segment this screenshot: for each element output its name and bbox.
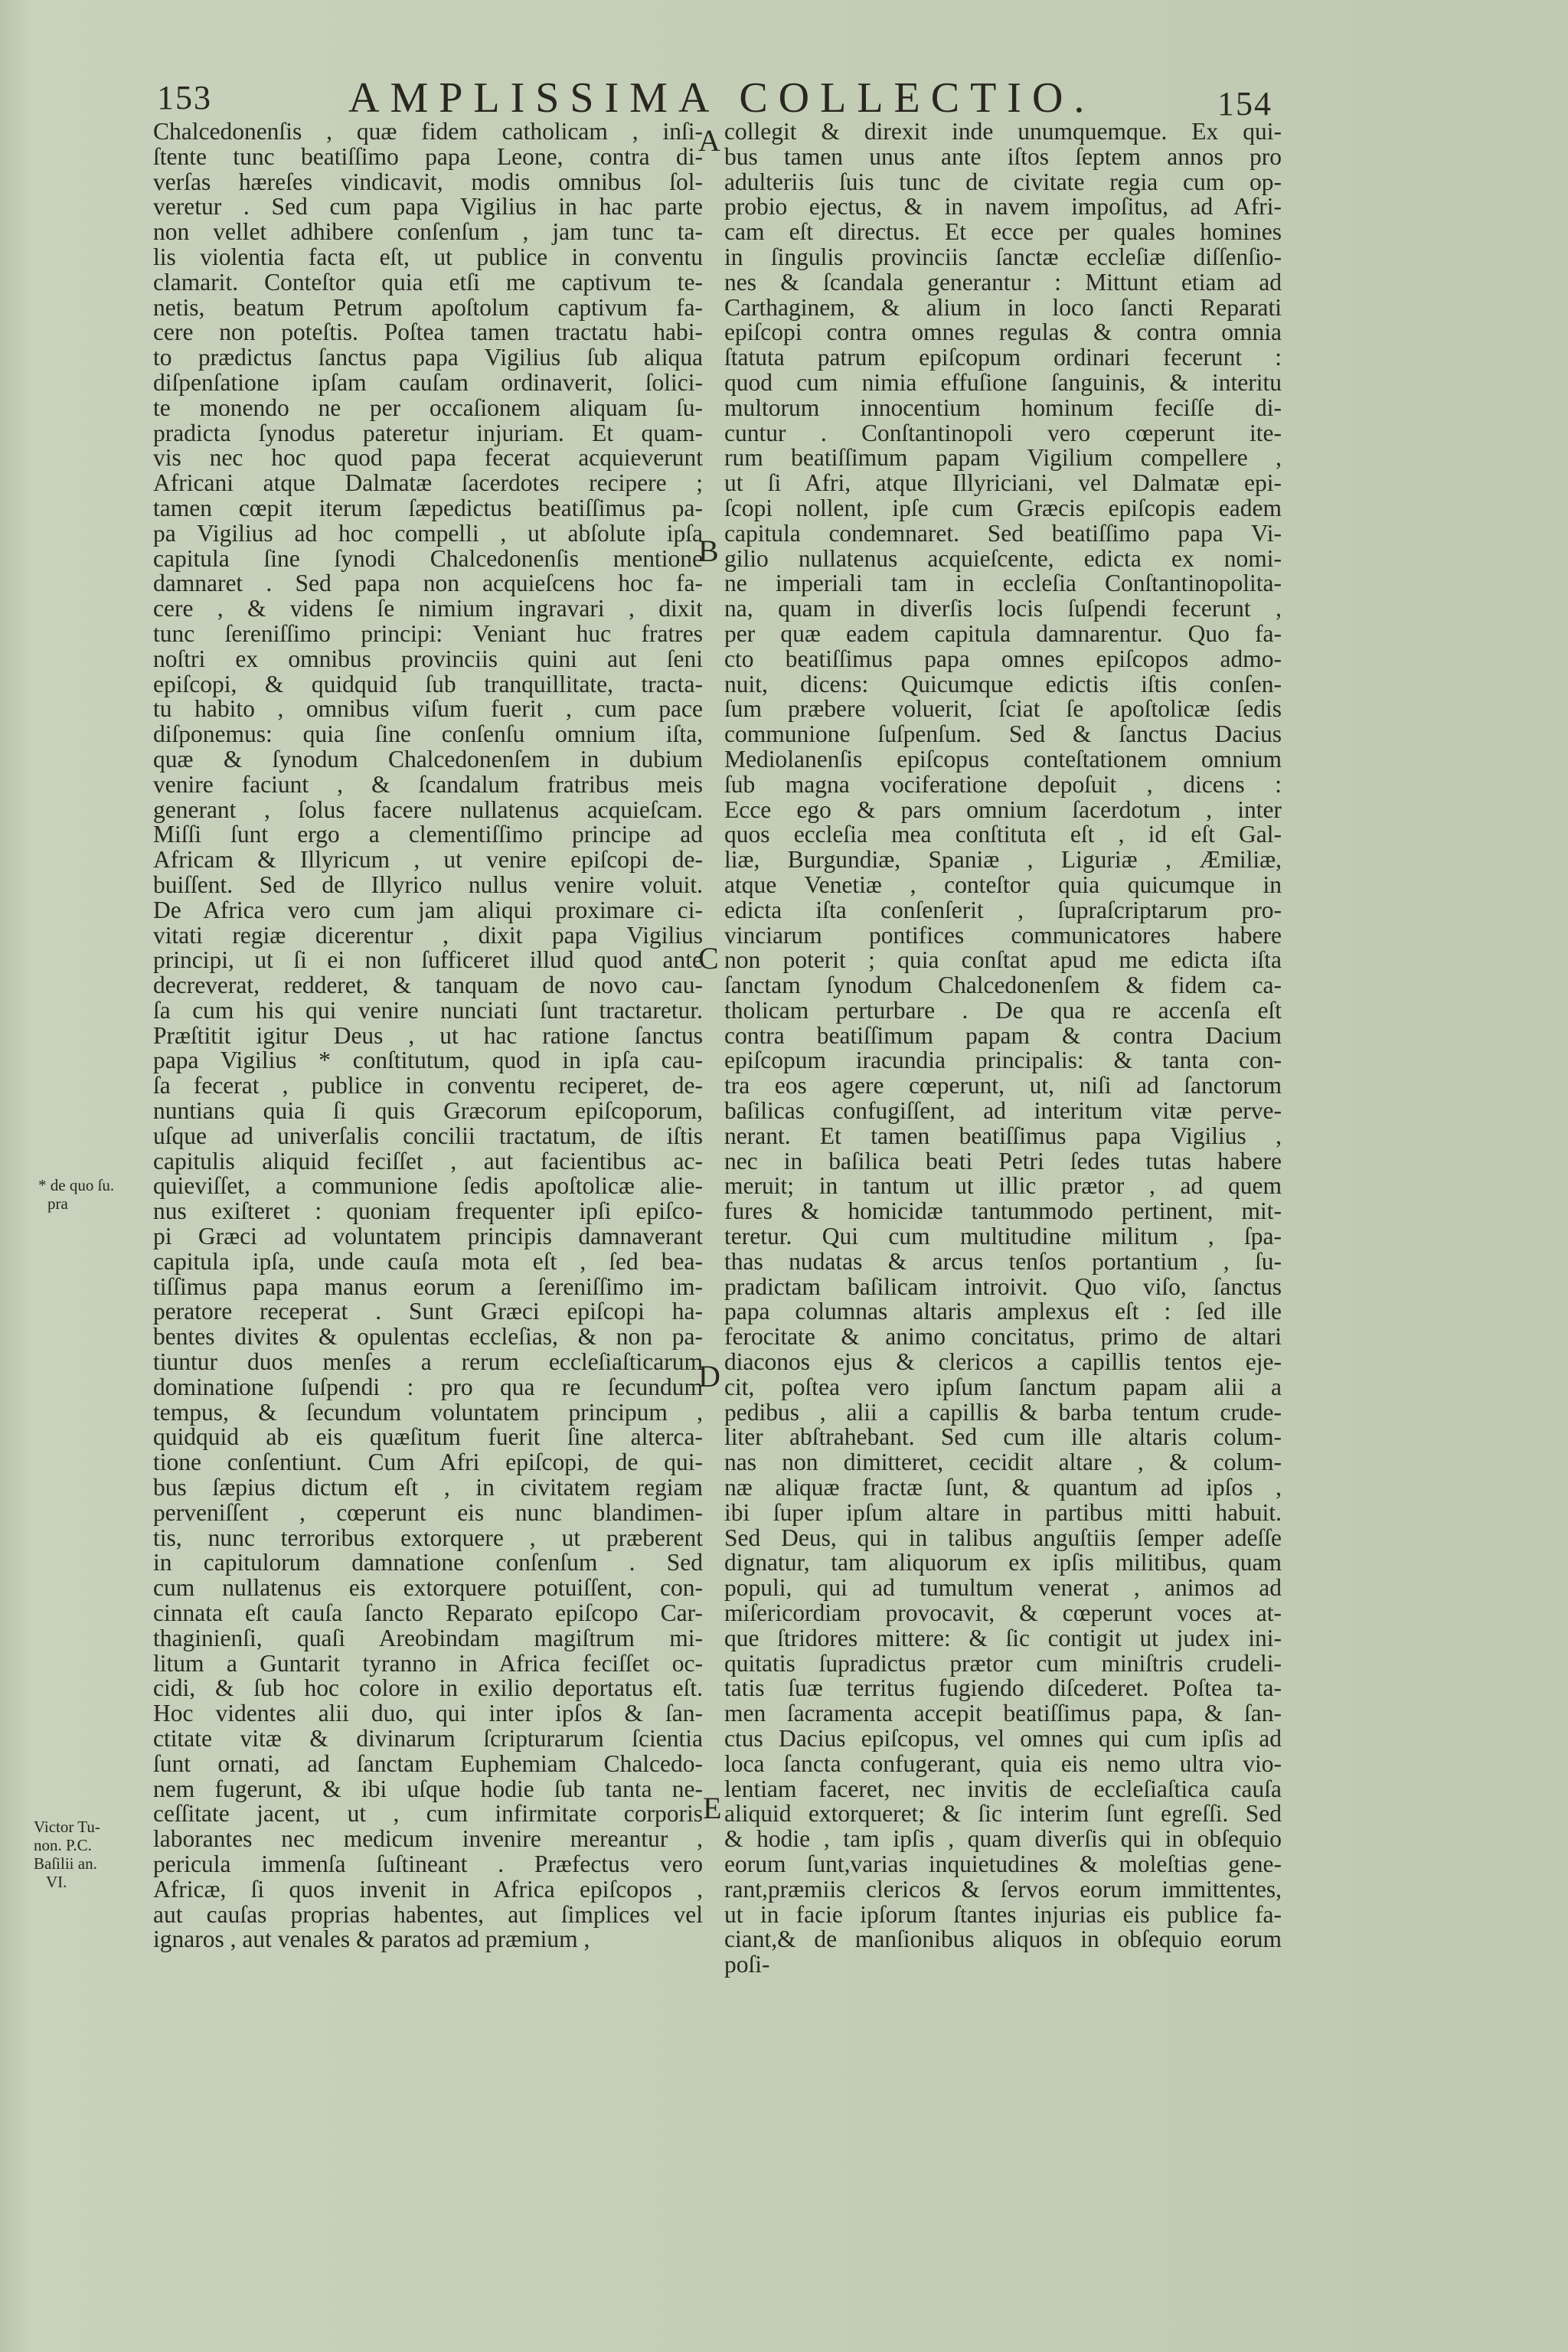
text-line: nas non dimitteret, cecidit altare , & colum- <box>724 1449 1282 1476</box>
text-line: ſtatuta patrum epiſcopum ordinari fecerunt : <box>724 344 1282 371</box>
text-line: nuntians quia ſi quis Græcorum epiſcoporum, <box>153 1097 703 1125</box>
left-text-column <box>153 119 703 2309</box>
text-line: Africæ, ſi quos invenit in Africa epiſcopos , <box>153 1875 703 1903</box>
text-line: papa Vigilius * conſtitutum, quod in ipſa cau- <box>153 1047 703 1074</box>
text-line: ciant,& de manſionibus aliquos in obſequio eorum <box>724 1926 1282 1953</box>
text-line: quieviſſet, a communione ſedis apoſtolicæ alie- <box>153 1172 703 1200</box>
text-line: cinnata eſt cauſa ſancto Reparato epiſcopo Car- <box>153 1599 703 1627</box>
running-title: AMPLISSIMA COLLECTIO. <box>348 74 1096 122</box>
text-line: multorum innocentium hominum feciſſe di- <box>724 394 1282 421</box>
text-line: vitati regiæ dicerentur , dixit papa Vigilius <box>153 921 703 949</box>
text-line: gilio nullatenus acquieſcente, edicta ex nomi- <box>724 544 1282 572</box>
text-line: netis, beatum Petrum apoſtolum captivum fa- <box>153 293 703 321</box>
text-line: decreverat, redderet, & tanquam de novo cau- <box>153 972 703 999</box>
page-number-left: 153 <box>157 79 212 116</box>
text-line: men ſacramenta accepit beatiſſimus papa, & ſan- <box>724 1700 1282 1727</box>
text-line: generant , ſolus facere nullatenus acquieſcam. <box>153 795 703 823</box>
text-line: pa Vigilius ad hoc compelli , ut abſolute ipſa <box>153 519 703 547</box>
text-line: adulteriis ſuis tunc de civitate regia cum op- <box>724 168 1282 195</box>
text-line: in ſingulis provinciis ſanctæ eccleſiæ diſſenſio- <box>724 243 1282 270</box>
text-line: quitatis ſupradictus prætor cum miniſtris crudeli- <box>724 1649 1282 1677</box>
text-line: ignaros , aut venales & paratos ad præmium , <box>153 1926 590 1953</box>
text-line: capitulis aliquid feciſſet , aut facientibus ac- <box>153 1147 703 1174</box>
text-line: diſpenſatione ipſam cauſam ordinaverit, ſolici- <box>153 368 703 396</box>
text-line: Præſtitit igitur Deus , ut hac ratione ſanctus <box>153 1021 703 1049</box>
text-line: fures & homicidæ tantummodo pertinent, mit- <box>724 1197 1282 1225</box>
text-line: epiſcopi contra omnes regulas & contra omnia <box>724 318 1282 346</box>
text-line: to prædictus ſanctus papa Vigilius ſub aliqua <box>153 344 703 371</box>
margin-note-victor-tunonensis <box>34 1818 100 1891</box>
text-line: nus exiſteret : quoniam frequenter ipſi epiſco- <box>153 1197 703 1225</box>
text-line: capitula ſine ſynodi Chalcedonenſis mentione <box>153 544 703 572</box>
text-line: tempus, & ſecundum voluntatem principum , <box>153 1398 703 1426</box>
text-line: ſum præbere voluerit, ſciat ſe apoſtolicæ ſedis <box>724 695 1282 723</box>
text-line: contra beatiſſimum papam & contra Dacium <box>724 1021 1282 1049</box>
text-line: vis nec hoc quod papa fecerat acquieverunt <box>153 444 703 472</box>
text-line: bus tamen unus ante iſtos ſeptem annos pro <box>724 142 1282 170</box>
margin-note-line: pra <box>47 1194 68 1213</box>
text-line: ſanctam ſynodum Chalcedonenſem & fidem ca- <box>724 972 1282 999</box>
text-line: Africani atque Dalmatæ ſacerdotes recipere ; <box>153 469 703 497</box>
text-line: thaginienſi, quaſi Areobindam magiſtrum mi- <box>153 1624 703 1651</box>
right-text-column <box>724 119 1282 2309</box>
text-line: Hoc videntes alii duo, qui inter ipſos & ſan- <box>153 1700 703 1727</box>
text-line: poſi- <box>724 1951 770 1978</box>
text-line: uſque ad univerſalis concilii tractatum, de iſtis <box>153 1122 703 1149</box>
text-line: næ aliquæ fractæ ſunt, & quantum ad ipſos , <box>724 1474 1282 1501</box>
text-line: tione conſentiunt. Cum Afri epiſcopi, de qui- <box>153 1449 703 1476</box>
text-line: liter abſtrahebant. Sed cum ille altaris colum- <box>724 1423 1282 1451</box>
text-line: buiſſent. Sed de Illyrico nullus venire voluit. <box>153 871 703 898</box>
margin-note-line: VI. <box>46 1873 67 1891</box>
text-line: Miſſi ſunt ergo a clementiſſimo principe ad <box>153 821 703 848</box>
text-line: quos eccleſia mea conſtituta eſt , id eſt Gal- <box>724 821 1282 848</box>
text-line: nem fugerunt, & ibi uſque hodie ſub tanta ne- <box>153 1775 703 1802</box>
text-line: tiuntur duos menſes a rerum eccleſiaſticarum <box>153 1348 703 1376</box>
section-marker-c: C <box>698 941 719 975</box>
text-line: noſtri ex omnibus provinciis quini aut ſeni <box>153 645 703 672</box>
text-line: quæ & ſynodum Chalcedonenſem in dubium <box>153 745 703 773</box>
text-line: clamarit. Conteſtor quia etſi me captivum te- <box>153 268 703 296</box>
text-line: ſcopi nollent, ipſe cum Græcis epiſcopis eadem <box>724 494 1282 521</box>
text-line: damnaret . Sed papa non acquieſcens hoc fa- <box>153 570 703 597</box>
page-number-right: 154 <box>1217 85 1272 122</box>
text-line: verſas hæreſes vindicavit, modis omnibus ſol- <box>153 168 703 195</box>
text-line: ctus Dacius epiſcopus, vel omnes qui cum ipſis ad <box>724 1725 1282 1752</box>
text-line: tholicam perturbare . De qua re accenſa eſt <box>724 996 1282 1024</box>
text-line: nec in baſilica beati Petri ſedes tutas habere <box>724 1147 1282 1174</box>
text-line: tatis ſuæ territus fugiendo diſcederet. Poſtea ta- <box>724 1674 1282 1702</box>
text-line: ferocitate & animo concitatus, primo de altari <box>724 1323 1282 1351</box>
text-line: populi, qui ad tumultum venerat , animos ad <box>724 1574 1282 1602</box>
text-line: nes & ſcandala generantur : Mittunt etiam ad <box>724 268 1282 296</box>
text-line: te monendo ne per occaſionem aliquam ſu- <box>153 394 703 421</box>
text-line: pedibus , alii a capillis & barba tentum crude- <box>724 1398 1282 1426</box>
text-line: liæ, Burgundiæ, Spaniæ , Liguriæ , Æmiliæ, <box>724 846 1282 874</box>
margin-note-de-quo-supra <box>38 1176 114 1213</box>
text-line: loca ſancta confugerant, quia eis nemo ultra vio- <box>724 1749 1282 1777</box>
text-line: Mediolanenſis epiſcopus conteſtationem omnium <box>724 745 1282 773</box>
text-line: & hodie , tam ipſis , quam diverſis qui in obſequio <box>724 1825 1282 1853</box>
text-line: aut cauſas proprias habentes, aut ſimplices vel <box>153 1900 703 1928</box>
text-line: meruit; in tantum ut illic prætor , ad quem <box>724 1172 1282 1200</box>
text-line: quidquid ab eis quæſitum fuerit ſine alterca- <box>153 1423 703 1451</box>
section-marker-b: B <box>698 534 719 568</box>
text-line: tu habito , omnibus viſum fuerit , cum pace <box>153 695 703 723</box>
text-line: ibi ſuper ipſum altare in partibus mitti habuit. <box>724 1498 1282 1526</box>
text-line: Sed Deus, qui in talibus anguſtiis ſemper adeſſe <box>724 1524 1282 1551</box>
text-line: pradictam baſilicam introivit. Quo viſo, ſanctus <box>724 1272 1282 1300</box>
text-line: venire faciunt , & ſcandalum fratribus meis <box>153 770 703 798</box>
text-line: ut ſi Afri, atque Illyriciani, vel Dalmatæ epi- <box>724 469 1282 497</box>
text-line: cam eſt directus. Et ecce per quales homines <box>724 218 1282 246</box>
text-line: edicta iſta conſenſerit , ſupraſcriptarum pro- <box>724 896 1282 923</box>
text-line: vinciarum pontifices communicatores habere <box>724 921 1282 949</box>
text-line: Carthaginem, & alium in loco ſancti Reparati <box>724 293 1282 321</box>
text-line: veretur . Sed cum papa Vigilius in hac parte <box>153 193 703 220</box>
text-line: ne imperiali tam in eccleſia Conſtantinopolita- <box>724 570 1282 597</box>
text-line: tamen cœpit iterum ſæpedictus beatiſſimus pa- <box>153 494 703 521</box>
text-line: in capitulorum damnatione conſenſum . Sed <box>153 1549 703 1576</box>
text-line: rant,præmiis clericos & ſervos eorum immittentes, <box>724 1875 1282 1903</box>
text-line: ut in facie ipſorum ſtantes injurias eis publice fa- <box>724 1900 1282 1928</box>
text-line: non vellet adhibere conſenſum , jam tunc ta- <box>153 218 703 246</box>
text-line: tis, nunc terroribus extorquere , ut præberent <box>153 1524 703 1551</box>
text-line: tra eos agere cœperunt, ut, niſi ad ſanctorum <box>724 1072 1282 1099</box>
text-line: perveniſſent , cœperunt eis nunc blandimen- <box>153 1498 703 1526</box>
text-line: ſub magna vociferatione depoſuit , dicens : <box>724 770 1282 798</box>
text-line: quod cum nimia effuſione ſanguinis, & interitu <box>724 368 1282 396</box>
text-line: Ecce ego & pars omnium ſacerdotum , inter <box>724 795 1282 823</box>
text-line: teretur. Qui cum multitudine militum , ſpa- <box>724 1223 1282 1250</box>
text-line: thas nudatas & arcus tenſos portantium , ſu- <box>724 1247 1282 1275</box>
text-line: na, quam in diverſis locis ſuſpendi fecerunt , <box>724 595 1282 622</box>
text-line: lis violentia facta eſt, ut publice in conventu <box>153 243 703 270</box>
margin-note-line: non. P.C. <box>34 1836 92 1854</box>
text-line: pi Græci ad voluntatem principis damnaverant <box>153 1223 703 1250</box>
section-marker-a: A <box>698 123 720 158</box>
margin-note-line: Victor Tu- <box>34 1818 100 1836</box>
text-line: peratore receperat . Sunt Græci epiſcopi ha- <box>153 1298 703 1325</box>
text-line: aliquid extorqueret; & ſic interim ſunt egreſſi. Sed <box>724 1800 1282 1828</box>
section-marker-e: E <box>703 1791 722 1825</box>
text-line: bentes divites & opulentas eccleſias, & non pa- <box>153 1323 703 1351</box>
text-line: Chalcedonenſis , quæ fidem catholicam , inſi- <box>153 119 703 145</box>
text-line: lentiam faceret, nec invitis de eccleſiaſtica cauſa <box>724 1775 1282 1802</box>
text-line: cuntur . Conſtantinopoli vero cœperunt ite- <box>724 419 1282 446</box>
text-line: principi, ut ſi ei non ſufficeret illud quod ante <box>153 946 703 974</box>
text-line: litum a Guntarit tyranno in Africa feciſſet oc- <box>153 1649 703 1677</box>
text-line: probio ejectus, & in navem impoſitus, ad Afri- <box>724 193 1282 220</box>
text-line: ſa cum his qui venire nunciati ſunt tractaretur. <box>153 996 703 1024</box>
text-line: epiſcopum iracundia principalis: & tanta con- <box>724 1047 1282 1074</box>
text-line: De Africa vero cum jam aliqui proximare ci- <box>153 896 703 923</box>
margin-note-line: Baſilii an. <box>34 1854 97 1873</box>
text-line: ceſſitate jacent, ut , cum infirmitate corporis <box>153 1800 703 1828</box>
text-line: pradicta ſynodus pateretur injuriam. Et quam- <box>153 419 703 446</box>
text-line: papa columnas altaris amplexus eſt : ſed ille <box>724 1298 1282 1325</box>
text-line: tiſſimus papa manus eorum a ſereniſſimo im- <box>153 1272 703 1300</box>
text-line: ſtente tunc beatiſſimo papa Leone, contra di- <box>153 142 703 170</box>
text-line: non poterit ; quia conſtat apud me edicta iſta <box>724 946 1282 974</box>
text-line: dominatione ſuſpendi : pro qua re ſecundum <box>153 1373 703 1400</box>
text-line: communione ſuſpenſum. Sed & ſanctus Dacius <box>724 720 1282 748</box>
text-line: per quæ eadem capitula damnarentur. Quo fa- <box>724 619 1282 647</box>
text-line: tunc ſereniſſimo principi: Veniant huc fratres <box>153 619 703 647</box>
text-line: eorum ſunt,varias inquietudines & moleſtias gene- <box>724 1850 1282 1877</box>
text-line: cum nullatenus eis extorquere potuiſſent, con- <box>153 1574 703 1602</box>
text-line: diſponemus: quia ſine conſenſu omnium iſta, <box>153 720 703 748</box>
text-line: que ſtridores mittere: & ſic contigit ut judex ini- <box>724 1624 1282 1651</box>
text-line: capitula condemnaret. Sed beatiſſimo papa Vi- <box>724 519 1282 547</box>
text-line: dignatur, tam aliquorum ex ipſis militibus, quam <box>724 1549 1282 1576</box>
text-line: laborantes nec medicum invenire mereantur , <box>153 1825 703 1853</box>
text-line: cere , & videns ſe nimium ingravari , dixit <box>153 595 703 622</box>
text-line: ſa fecerat , publice in conventu reciperet, de- <box>153 1072 703 1099</box>
text-line: nuit, dicens: Quicumque edictis iſtis conſen- <box>724 670 1282 697</box>
text-line: pericula immenſa ſuſtineant . Præfectus vero <box>153 1850 703 1877</box>
text-line: Africam & Illyricum , ut venire epiſcopi de- <box>153 846 703 874</box>
text-line: cit, poſtea vero ipſum ſanctum papam alii a <box>724 1373 1282 1400</box>
text-line: ctitate vitæ & divinarum ſcripturarum ſcientia <box>153 1725 703 1752</box>
text-line: epiſcopi, & quidquid ſub tranquillitate, tracta- <box>153 670 703 697</box>
section-marker-d: D <box>698 1359 720 1393</box>
text-line: ſunt ornati, ad ſanctam Euphemiam Chalcedo- <box>153 1749 703 1777</box>
text-line: capitula ipſa, unde cauſa mota eſt , ſed bea- <box>153 1247 703 1275</box>
text-line: miſericordiam provocavit, & cœperunt voces at- <box>724 1599 1282 1627</box>
text-line: atque Venetiæ , conteſtor quia quicumque in <box>724 871 1282 898</box>
text-line: cidi, & ſub hoc colore in exilio deportatus eſt. <box>153 1674 703 1702</box>
text-line: bus ſæpius dictum eſt , in civitatem regiam <box>153 1474 703 1501</box>
text-line: rum beatiſſimum papam Vigilium compellere , <box>724 444 1282 472</box>
margin-note-line: * de quo ſu. <box>38 1176 115 1194</box>
text-line: cto beatiſſimus papa omnes epiſcopos admo- <box>724 645 1282 672</box>
text-line: collegit & direxit inde unumquemque. Ex qui- <box>724 119 1282 145</box>
text-line: nerant. Et tamen beatiſſimus papa Vigilius , <box>724 1122 1282 1149</box>
text-line: cere non poteſtis. Poſtea tamen tractatu habi- <box>153 318 703 346</box>
text-line: diaconos ejus & clericos a capillis tentos eje- <box>724 1348 1282 1376</box>
text-line: baſilicas confugiſſent, ad interitum vitæ perve- <box>724 1097 1282 1125</box>
